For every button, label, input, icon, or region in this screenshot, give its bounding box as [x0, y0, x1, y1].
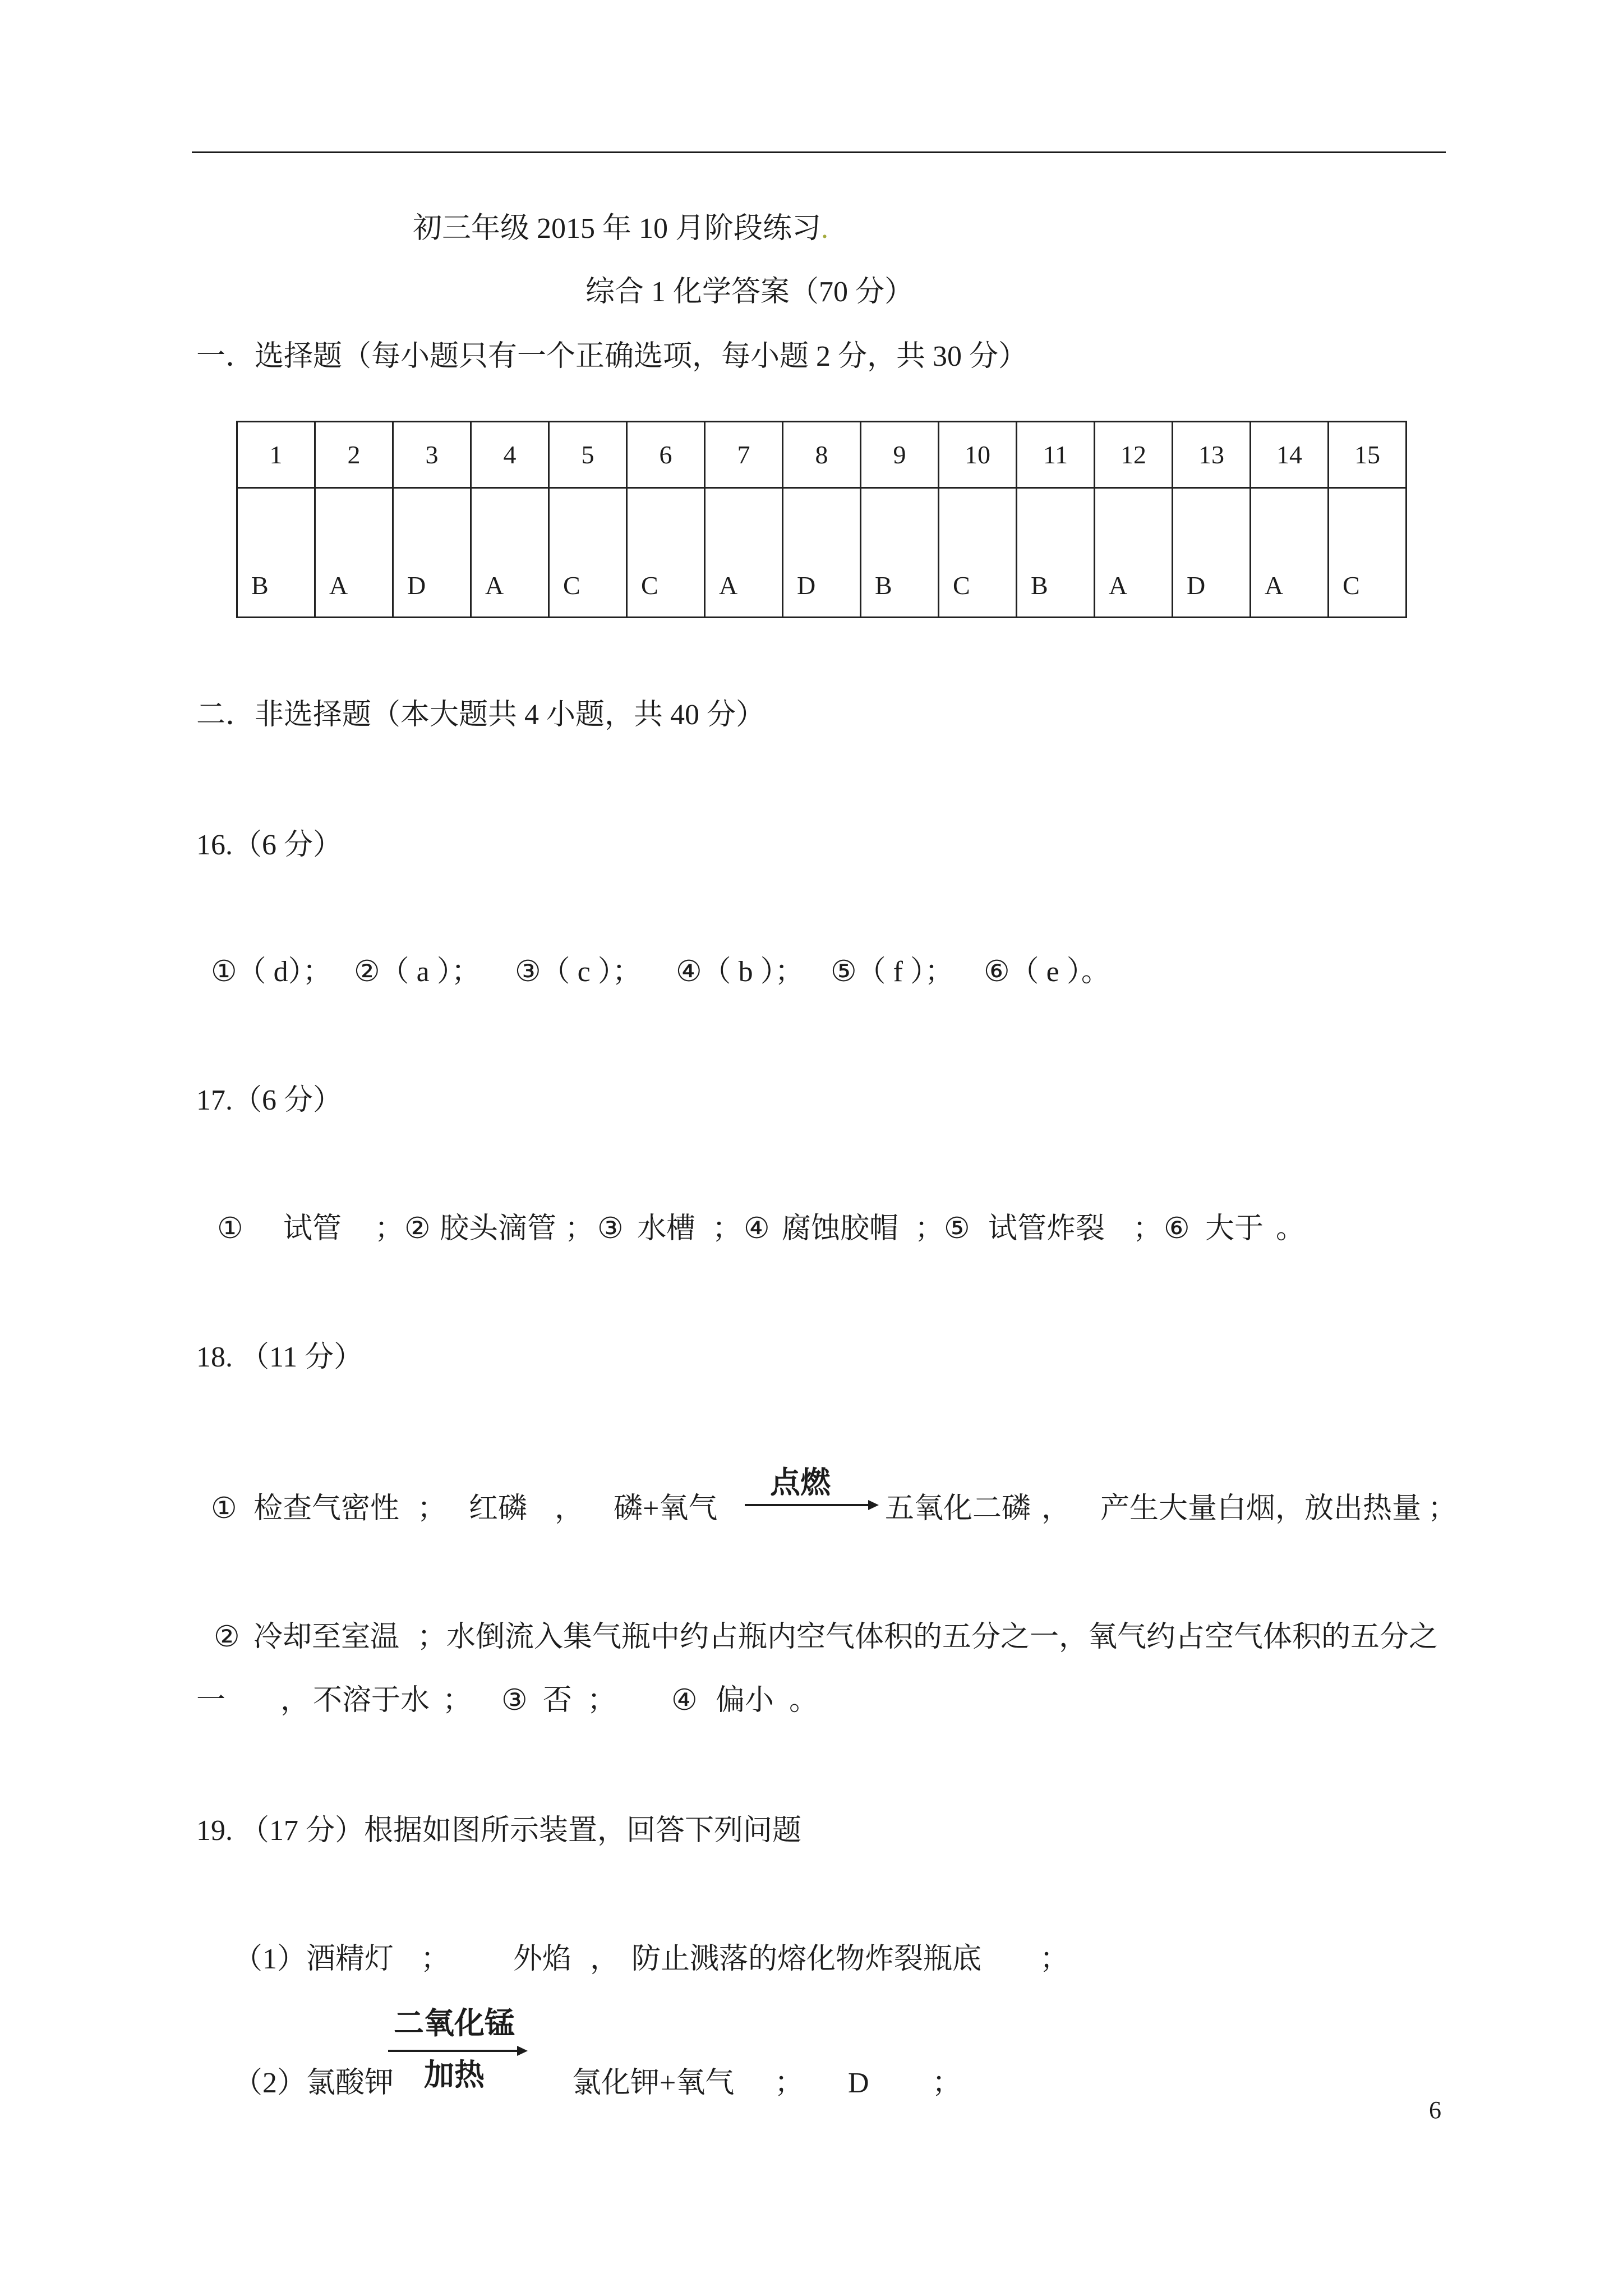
- question-number-cell: 2: [315, 422, 393, 488]
- item-number: ②: [214, 1621, 240, 1653]
- answer-text: 一: [196, 1685, 226, 1717]
- reaction-condition-label: 点燃: [770, 1465, 831, 1500]
- question-16-answer-item: ⑤（ f ）；: [831, 956, 954, 988]
- exam-title-text: 初三年级 2015 年 10 月阶段练习: [413, 213, 822, 245]
- separator: 。: [789, 1685, 819, 1717]
- answer-text: （1）酒精灯: [233, 1943, 394, 1975]
- answer-text: 不溶于水: [313, 1685, 430, 1717]
- answer-text: D: [848, 2067, 869, 2099]
- header-rule: [192, 151, 1446, 153]
- question-number-cell: 12: [1095, 422, 1173, 488]
- question-17-answers: [0, 1214, 1623, 1244]
- reaction-reactants: （2）氯酸钾: [233, 2067, 394, 2099]
- answer-cell: D: [393, 488, 471, 618]
- question-19-part-1: [0, 1945, 1623, 1974]
- item-number: ⑤: [944, 1213, 970, 1245]
- question-number-cell: 3: [393, 422, 471, 488]
- question-number-cell: 14: [1251, 422, 1329, 488]
- question-16-answer-item: ①（ d）；: [211, 956, 332, 988]
- separator: ；: [774, 2067, 804, 2099]
- item-number: ⑥: [1164, 1213, 1190, 1245]
- question-16-answers: [0, 958, 1623, 987]
- question-17-label: 17.（6 分）: [196, 1084, 343, 1116]
- answer-cell: C: [939, 488, 1017, 618]
- reaction-condition-label: 加热: [424, 2057, 485, 2092]
- question-number-cell: 7: [705, 422, 783, 488]
- question-19-label: 19. （17 分）根据如图所示装置，回答下列问题: [196, 1815, 802, 1847]
- question-number-cell: 11: [1017, 422, 1095, 488]
- answer-text: ；水倒流入集气瓶中约占瓶内空气体积的五分之一，氧气约占空气体积的五分之: [417, 1621, 1438, 1653]
- reaction-products: 氯化钾+氧气: [572, 2067, 735, 2099]
- question-number-cell: 4: [471, 422, 549, 488]
- separator: ；: [565, 1213, 594, 1245]
- answer-text: 产生大量白烟，放出热量: [1100, 1493, 1422, 1525]
- answer-text: 试管: [283, 1213, 342, 1245]
- answer-cell: D: [783, 488, 861, 618]
- question-18-line-2: [0, 1623, 1623, 1652]
- reaction-products: 五氧化二磷: [885, 1493, 1031, 1525]
- question-19-part-2: [0, 2069, 1623, 2098]
- separator: ；: [712, 1213, 742, 1245]
- question-number-cell: 5: [549, 422, 627, 488]
- reaction-reactants: 磷+氧气: [614, 1493, 718, 1525]
- answer-cell: C: [1329, 488, 1407, 618]
- question-number-cell: 8: [783, 422, 861, 488]
- separator: ；: [1040, 1943, 1069, 1975]
- question-18-label: 18. （11 分）: [196, 1341, 363, 1373]
- question-16-answer-item: ④（ b ）；: [676, 956, 804, 988]
- page-number: 6: [1429, 2096, 1441, 2124]
- answer-text: 偏小: [716, 1685, 774, 1717]
- question-16-answer-item: ②（ a ）；: [354, 956, 481, 988]
- answer-cell: A: [315, 488, 393, 618]
- reaction-arrow-icon: [386, 2043, 529, 2059]
- question-18-line-3: [0, 1686, 1623, 1715]
- answer-cell: B: [237, 488, 315, 618]
- answer-key-subtitle: 综合 1 化学答案（70 分）: [585, 276, 914, 308]
- answer-text: 水槽: [637, 1213, 696, 1245]
- item-number: ①: [211, 1493, 237, 1525]
- answer-cell: A: [1095, 488, 1173, 618]
- separator: ；: [421, 1943, 450, 1975]
- separator: ；: [417, 1493, 447, 1525]
- reaction-catalyst-label: 二氧化锰: [394, 2005, 515, 2041]
- item-number: ②: [404, 1213, 431, 1245]
- answer-cell: A: [705, 488, 783, 618]
- question-number-cell: 15: [1329, 422, 1407, 488]
- separator: ，: [280, 1685, 310, 1717]
- question-number-cell: 1: [237, 422, 315, 488]
- separator: ；: [915, 1213, 944, 1245]
- separator: ，: [1041, 1493, 1071, 1525]
- question-18-line-1: [0, 1494, 1623, 1524]
- question-16-answer-item: ③（ c ）；: [515, 956, 642, 988]
- answer-text: 试管炸裂: [988, 1213, 1105, 1245]
- separator: ；: [442, 1685, 472, 1717]
- answer-cell: C: [627, 488, 705, 618]
- answer-cell: B: [1017, 488, 1095, 618]
- answer-cell: B: [861, 488, 939, 618]
- answer-text: 冷却至室温: [253, 1621, 400, 1653]
- separator: 。: [1276, 1213, 1306, 1245]
- separator: ；: [1428, 1493, 1458, 1525]
- answer-text: 胶头滴管: [440, 1213, 557, 1245]
- answer-cell: C: [549, 488, 627, 618]
- separator: ；: [1133, 1213, 1163, 1245]
- question-number-cell: 10: [939, 422, 1017, 488]
- answer-cell: D: [1173, 488, 1251, 618]
- separator: ，: [590, 1943, 620, 1975]
- item-number: ④: [744, 1213, 770, 1245]
- answer-text: 防止溅落的熔化物炸裂瓶底: [631, 1943, 982, 1975]
- separator: ；: [587, 1685, 617, 1717]
- section-2-heading: 二．非选择题（本大题共 4 小题，共 40 分）: [196, 699, 766, 731]
- item-number: ④: [671, 1685, 698, 1717]
- answer-cell: A: [471, 488, 549, 618]
- question-number-cell: 6: [627, 422, 705, 488]
- item-number: ③: [501, 1685, 528, 1717]
- separator: ；: [375, 1213, 404, 1245]
- separator: ，: [555, 1493, 584, 1525]
- answer-text: 检查气密性: [253, 1493, 400, 1525]
- title-period: .: [821, 213, 829, 245]
- item-number: ③: [597, 1213, 624, 1245]
- section-1-heading: 一．选择题（每小题只有一个正确选项，每小题 2 分，共 30 分）: [196, 341, 1028, 372]
- answer-table: [236, 421, 1407, 618]
- separator: ；: [932, 2067, 962, 2099]
- answer-text: 腐蚀胶帽: [782, 1213, 899, 1245]
- answer-text: 红磷: [469, 1493, 528, 1525]
- exam-title: [413, 214, 828, 243]
- answer-text: 否: [543, 1685, 573, 1717]
- answer-cell: A: [1251, 488, 1329, 618]
- answer-row: [237, 488, 1407, 618]
- question-number-row: [237, 422, 1407, 488]
- answer-text: 外焰: [513, 1943, 572, 1975]
- question-number-cell: 13: [1173, 422, 1251, 488]
- question-16-answer-item: ⑥（ e ）。: [984, 956, 1110, 988]
- answer-text: 大于: [1205, 1213, 1264, 1245]
- question-16-label: 16.（6 分）: [196, 829, 343, 861]
- question-number-cell: 9: [861, 422, 939, 488]
- item-number: ①: [217, 1213, 243, 1245]
